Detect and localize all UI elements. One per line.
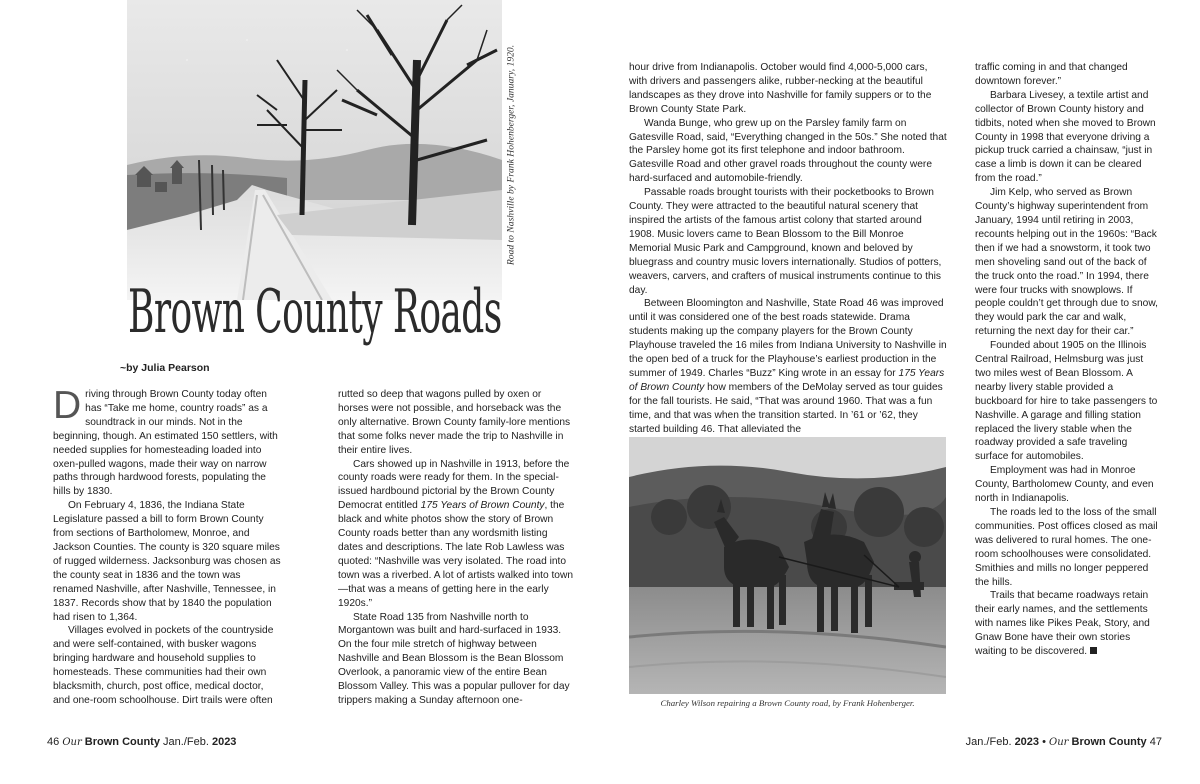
- drop-cap: D: [53, 384, 82, 427]
- end-mark-icon: [1090, 647, 1097, 654]
- paragraph: Villages evolved in pockets of the countryside and were self-contained, with busker wagons bringing hardware and household supplies to homesteads. These communities had their own blacksmith, church, post office, medical doctor, and one-room schoolhouse. Dirt trails were often: [53, 625, 274, 706]
- magazine-script: Our: [62, 737, 82, 748]
- paragraph: Wanda Bunge, who grew up on the Parsley family farm on Gatesville Road, said, “Everything changed in the 50s.” She noted that the Parsley home got its first telephone and indoor bathroom. Gatesville Road and other gravel roads throughout the county were hard-surfaced and automobile-friendly.: [629, 117, 947, 185]
- magazine-name: Brown County: [1071, 736, 1147, 748]
- paragraph: The roads led to the loss of the small communities. Post offices closed as mail was delivered to rural homes. The one-room schoolhouses were consolidated. Smithies and mills no longer peppered the hills.: [975, 507, 1158, 588]
- byline: ~by Julia Pearson: [120, 362, 210, 374]
- paragraph: traffic coming in and that changed downtown forever.”: [975, 62, 1128, 87]
- paragraph: Cars showed up in Nashville in 1913, before the county roads were ready for them. In the special-issued hardbound pictorial by the Brown County Democrat entitled 175 Years of Brown County, the black and white photos show the story of Brown County roads better than any wordsmith listing dates and descriptions. The late Rob Lawless was quoted: “Nashville was very isolated. The road into town was a riverbed. A lot of artists walked into town—that was a means of getting here in the early 1920s.”: [338, 458, 573, 609]
- paragraph: rutted so deep that wagons pulled by oxen or horses were not possible, and horseback was the only alternative. Brown County family-lore mentions that some folks never made the trip to Nashville in their entire lives.: [338, 389, 571, 456]
- photo1-caption: Road to Nashville by Frank Hohenberger, January, 1920.: [505, 44, 517, 266]
- page-number-left: 46: [47, 736, 60, 748]
- column-4: [975, 61, 1161, 659]
- paragraph: Barbara Livesey, a textile artist and collector of Brown County history and tidbits, noted when she moved to Brown County in 1998 that everyone driving a pickup truck carried a chainsaw, “just in case a limb is down it can be cleared from the road.”: [975, 89, 1156, 185]
- paragraph: Trails that became roadways retain their early names, and the settlements with names like Pikes Peak, Story, and Gnaw Bone have their own stories waiting to be discovered.: [975, 590, 1150, 658]
- column-1: [53, 384, 283, 708]
- snowy-road-photo: [127, 0, 502, 300]
- footer-right: [966, 736, 1162, 748]
- column-3: [629, 61, 947, 436]
- paragraph: On February 4, 1836, the Indiana State Legislature passed a bill to form Brown County from sections of Bartholomew, Monroe, and Jackson Counties. The county is 320 square miles of rugged wilderness. Jacksonburg was chosen as the county seat in 1836 and the town was renamed Nashville, after Nashville, Tennessee, in 1837. Records show that by 1840 the population had risen to 1,364.: [53, 500, 281, 623]
- magazine-name: Brown County: [84, 736, 160, 748]
- paragraph: Jim Kelp, who served as Brown County’s highway superintendent from January, 1994 until retiring in 2003, recounts helping out in the 1960s: “Back then if we had a snowstorm, it took two men shoveling sand out of the back of the truck onto the road.” In 1994, there were four trucks with snowplows. If people couldn’t get through due to snow, they would park the car and walk, returning the next day for their car.”: [975, 187, 1158, 338]
- paragraph: Founded about 1905 on the Illinois Central Railroad, Helmsburg was just two miles west of Bean Blossom. A nearby livery stable provided a buckboard for hire to take passengers to Nashville. A garage and filling station replaced the livery stable when the roadway provided a safe traveling surface for automobiles.: [975, 340, 1158, 463]
- column-2: [338, 388, 574, 708]
- page-number-right: 47: [1149, 736, 1162, 748]
- separator: •: [1042, 736, 1046, 748]
- issue-year: 2023: [211, 736, 237, 748]
- horses-road-photo: [629, 437, 946, 694]
- issue-date: Jan./Feb.: [163, 736, 209, 748]
- footer-left: [47, 736, 236, 748]
- paragraph: Between Bloomington and Nashville, State Road 46 was improved until it was considered one of the best roads statewide. Drama students making up the company players for the Brown County Playhouse traveled the 16 miles from Indiana University to Nashville in the open bed of a truck for the Playhouse’s earliest production in the summer of 1949. Charles “Buzz” King wrote in an essay for 175 Years of Brown County how members of the DeMolay served as tour guides for the fall tourists. He said, “That was around 1960. That was a fun time, and that was when the transition started. In ’61 or ’62, they started building 46. That alleviated the: [629, 298, 947, 435]
- issue-year: 2023: [1014, 736, 1040, 748]
- article-title: Brown County Roads: [128, 277, 502, 347]
- magazine-script: Our: [1049, 737, 1069, 748]
- paragraph: Passable roads brought tourists with their pocketbooks to Brown County. They were attracted to the beautiful natural scenery that inspired the artists of the famous artist colony that started around 1908. Music lovers came to Bean Blossom to the Bill Monroe Memorial Music Park and Campground, known and beloved by bluegrass and country music lovers internationally. Studios of potters, weavers, carvers, and crafters of musical instruments continue to this day.: [629, 187, 942, 296]
- issue-date: Jan./Feb.: [965, 736, 1012, 748]
- paragraph: Employment was had in Monroe County, Bartholomew County, and even north in Indianapolis.: [975, 465, 1154, 505]
- paragraph: hour drive from Indianapolis. October would find 4,000-5,000 cars, with drivers and passengers alike, rubber-necking at the beautiful landscapes as they drove into Nashville for family suppers or to the Brown County State Park.: [629, 62, 932, 115]
- paragraph: Driving through Brown County today often has “Take me home, country roads” as a soundtrack in our minds. Not in the beginning, though. An estimated 150 settlers, with needed supplies for homesteading loaded into oxen-pulled wagons, made their way on narrow paths through hardwood forests, populating the hills by 1830.: [53, 384, 278, 498]
- paragraph: State Road 135 from Nashville north to Morgantown was built and hard-surfaced in 1933. On the four mile stretch of highway between Nashville and Bean Blossom is the Bean Blossom Overlook, a panoramic view of the entire Bean Blossom Valley. This was a popular pullover for day trippers making a Sunday afternoon one-: [338, 611, 570, 706]
- photo2-caption: Charley Wilson repairing a Brown County road, by Frank Hohenberger.: [660, 698, 915, 708]
